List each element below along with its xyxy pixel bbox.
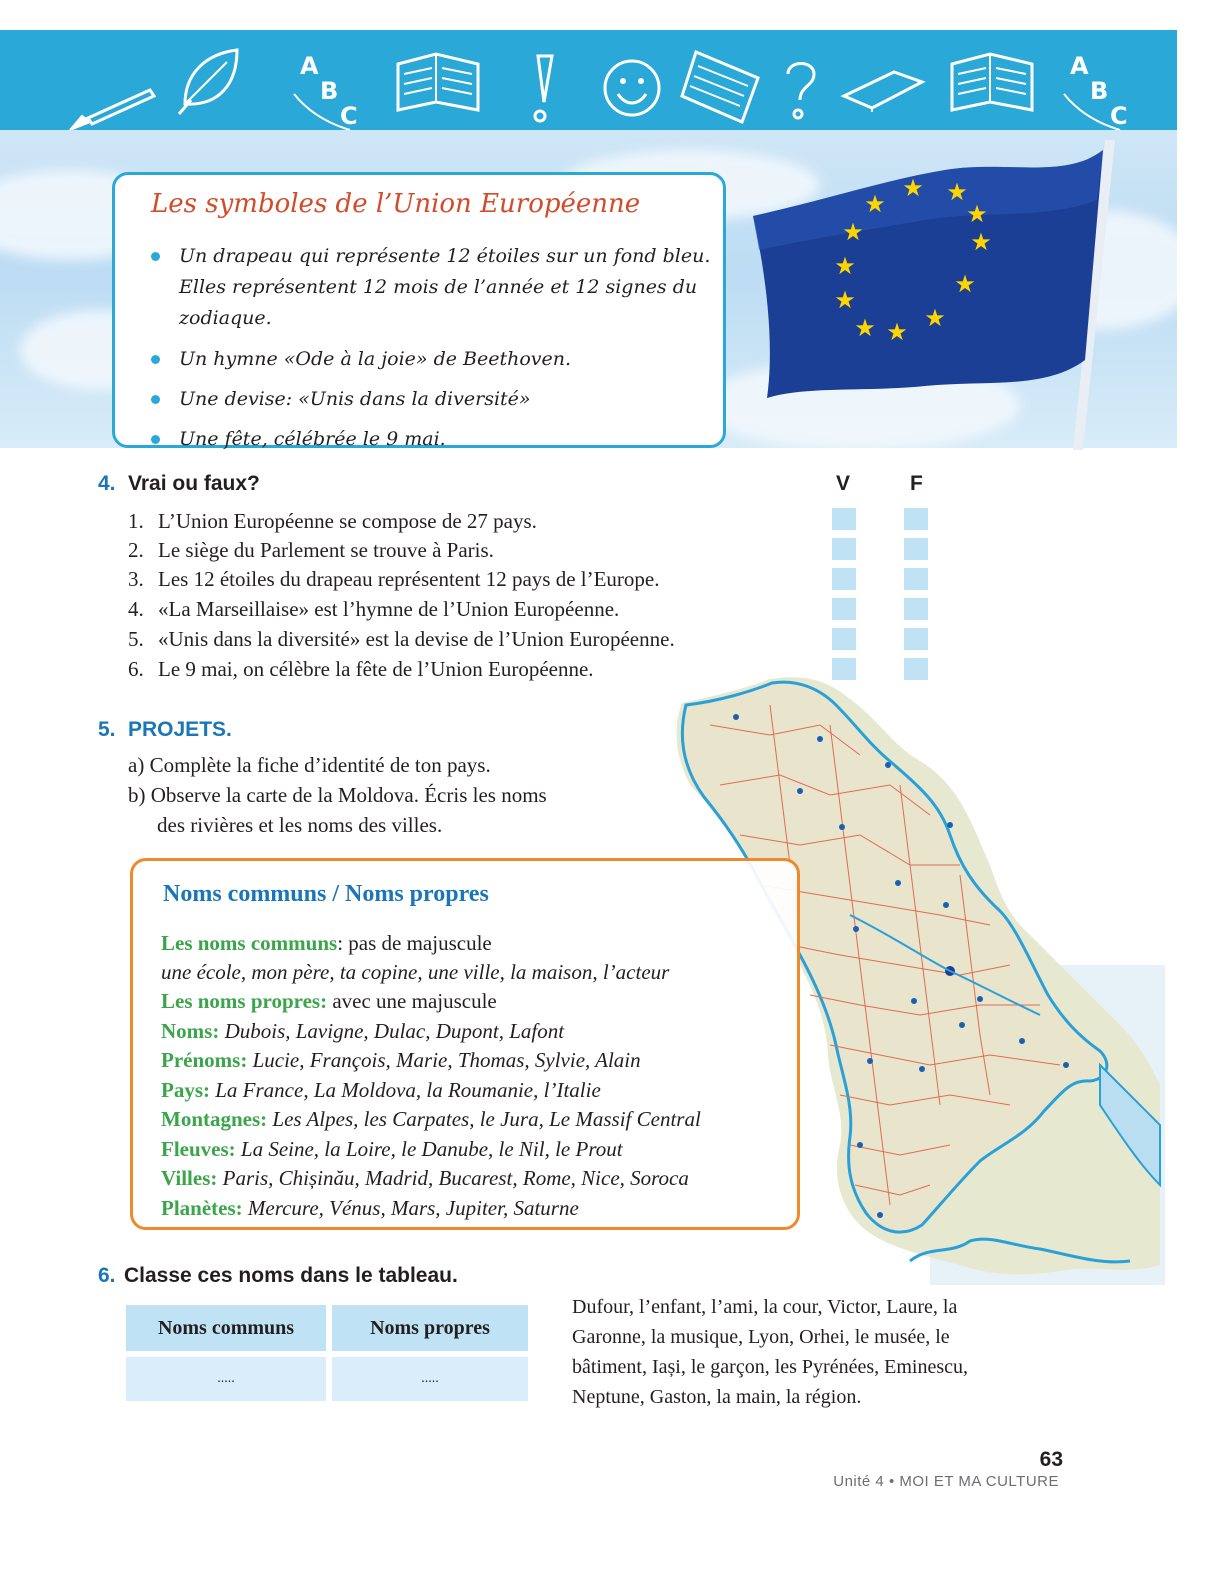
notepad-icon [676, 44, 766, 130]
nouns-row-noms: Noms: Dubois, Lavigne, Dulac, Dupont, Lafont [161, 1019, 565, 1043]
true-checkbox-1[interactable] [832, 508, 856, 530]
exercise-6-number: 6. [98, 1264, 116, 1287]
svg-text:★: ★ [864, 190, 886, 218]
top-banner [0, 30, 1177, 130]
list-item: Un drapeau qui représente 12 étoiles sur un fond bleu. Elles représentent 12 mois de l’année et 12 signes du zodiaque. [151, 241, 711, 334]
common-nouns-rule: Les noms communs: pas de majuscule [161, 931, 492, 955]
column-false-header: F [910, 472, 923, 495]
answer-cell-proper[interactable]: ..... [332, 1357, 528, 1401]
svg-text:★: ★ [886, 318, 908, 346]
nouns-row-prenoms: Prénoms: Lucie, François, Marie, Thomas, Sylvie, Alain [161, 1048, 641, 1072]
nouns-row-planetes: Planètes: Mercure, Vénus, Mars, Jupiter, Saturne [161, 1196, 579, 1220]
svg-text:A: A [1070, 52, 1089, 80]
eu-flag-image [745, 140, 1185, 450]
eu-symbols-list [151, 241, 711, 465]
open-book-icon [392, 44, 484, 124]
nouns-rule-box [130, 858, 800, 1230]
svg-text:★: ★ [854, 314, 876, 342]
exercise-6-title: Classe ces noms dans le tableau. [124, 1264, 458, 1287]
svg-text:★: ★ [842, 218, 864, 246]
common-nouns-examples: une école, mon père, ta copine, une ville, la maison, l’acteur [161, 960, 670, 984]
list-item: Une fête, célébrée le 9 mai. [151, 424, 711, 455]
nouns-row-fleuves: Fleuves: La Seine, la Loire, le Danube, le Nil, le Prout [161, 1137, 623, 1161]
project-b-line2: des rivières et les noms des villes. [157, 813, 443, 837]
abc-letters-icon [290, 44, 370, 134]
svg-text:★: ★ [970, 228, 992, 256]
svg-text:★: ★ [966, 200, 988, 228]
unit-footer: Unité 4 • MOI ET MA CULTURE [833, 1473, 1059, 1490]
true-checkbox-2[interactable] [832, 538, 856, 560]
bullet-icon [151, 355, 160, 364]
statement-5: 5. «Unis dans la diversité» est la devise de l’Union Européenne. [128, 627, 675, 651]
false-checkbox-1[interactable] [904, 508, 928, 530]
nouns-row-pays: Pays: La France, La Moldova, la Roumanie, l’Italie [161, 1078, 601, 1102]
svg-text:C: C [340, 102, 358, 130]
paintbrush-icon [62, 68, 158, 138]
statement-3: 3. Les 12 étoiles du drapeau représentent 12 pays de l’Europe. [128, 567, 660, 591]
column-proper-nouns: Noms propres [332, 1305, 528, 1351]
list-item: Une devise: «Unis dans la diversité» [151, 384, 711, 415]
true-checkbox-4[interactable] [832, 598, 856, 620]
smiley-icon [600, 56, 664, 120]
svg-text:B: B [320, 77, 339, 105]
svg-text:★: ★ [834, 252, 856, 280]
svg-text:B: B [1090, 77, 1109, 105]
column-true-header: V [836, 472, 851, 495]
abc-letters-icon [1060, 44, 1140, 134]
svg-text:C: C [1110, 102, 1128, 130]
statement-4: 4. «La Marseillaise» est l’hymne de l’Union Européenne. [128, 597, 620, 621]
false-checkbox-4[interactable] [904, 598, 928, 620]
statement-1: 1. L’Union Européenne se compose de 27 pays. [128, 509, 537, 533]
statement-2: 2. Le siège du Parlement se trouve à Paris. [128, 538, 494, 562]
leaf-icon [175, 44, 245, 118]
project-b-line1: b) Observe la carte de la Moldova. Écris les noms [128, 783, 547, 807]
true-checkbox-3[interactable] [832, 568, 856, 590]
exclamation-icon [528, 50, 558, 130]
open-book-icon [946, 44, 1038, 124]
exercise-4-title: Vrai ou faux? [128, 472, 260, 495]
statement-6: 6. Le 9 mai, on célèbre la fête de l’Union Européenne. [128, 657, 594, 681]
eu-symbols-box [112, 172, 726, 448]
exercise-4-number: 4. [98, 472, 116, 495]
exercise-5-title: PROJETS. [128, 718, 232, 741]
false-checkbox-5[interactable] [904, 628, 928, 650]
false-checkbox-2[interactable] [904, 538, 928, 560]
svg-text:A: A [300, 52, 319, 80]
nouns-row-montagnes: Montagnes: Les Alpes, les Carpates, le Jura, Le Massif Central [161, 1107, 701, 1131]
svg-text:★: ★ [834, 286, 856, 314]
svg-text:★: ★ [946, 178, 968, 206]
list-item: Un hymne «Ode à la joie» de Beethoven. [151, 344, 711, 375]
svg-text:★: ★ [954, 270, 976, 298]
page-number: 63 [1039, 1448, 1063, 1471]
svg-text:★: ★ [924, 304, 946, 332]
proper-nouns-rule: Les noms propres: avec une majuscule [161, 989, 497, 1013]
bullet-icon [151, 395, 160, 404]
nouns-box-title: Noms communs / Noms propres [163, 881, 489, 907]
project-a: a) Complète la fiche d’identité de ton pays. [128, 753, 491, 777]
bullet-icon [151, 252, 160, 261]
true-checkbox-5[interactable] [832, 628, 856, 650]
svg-text:★: ★ [902, 174, 924, 202]
exercise-5-number: 5. [98, 718, 116, 741]
bullet-icon [151, 435, 160, 444]
nouns-row-villes: Villes: Paris, Chișinău, Madrid, Bucarest, Rome, Nice, Soroca [161, 1166, 689, 1190]
question-icon [780, 56, 820, 126]
answer-cell-common[interactable]: ..... [126, 1357, 326, 1401]
false-checkbox-3[interactable] [904, 568, 928, 590]
column-common-nouns: Noms communs [126, 1305, 326, 1351]
eraser-icon [838, 66, 928, 116]
word-list: Dufour, l’enfant, l’ami, la cour, Victor, Laure, la Garonne, la musique, Lyon, Orhei, le musée, le bâtiment, Iași, le garçon, les Pyrénées, Eminescu, Neptune, Gaston, la main, la région. [572, 1296, 968, 1408]
eu-symbols-title: Les symboles de l’Union Européenne [151, 189, 641, 219]
